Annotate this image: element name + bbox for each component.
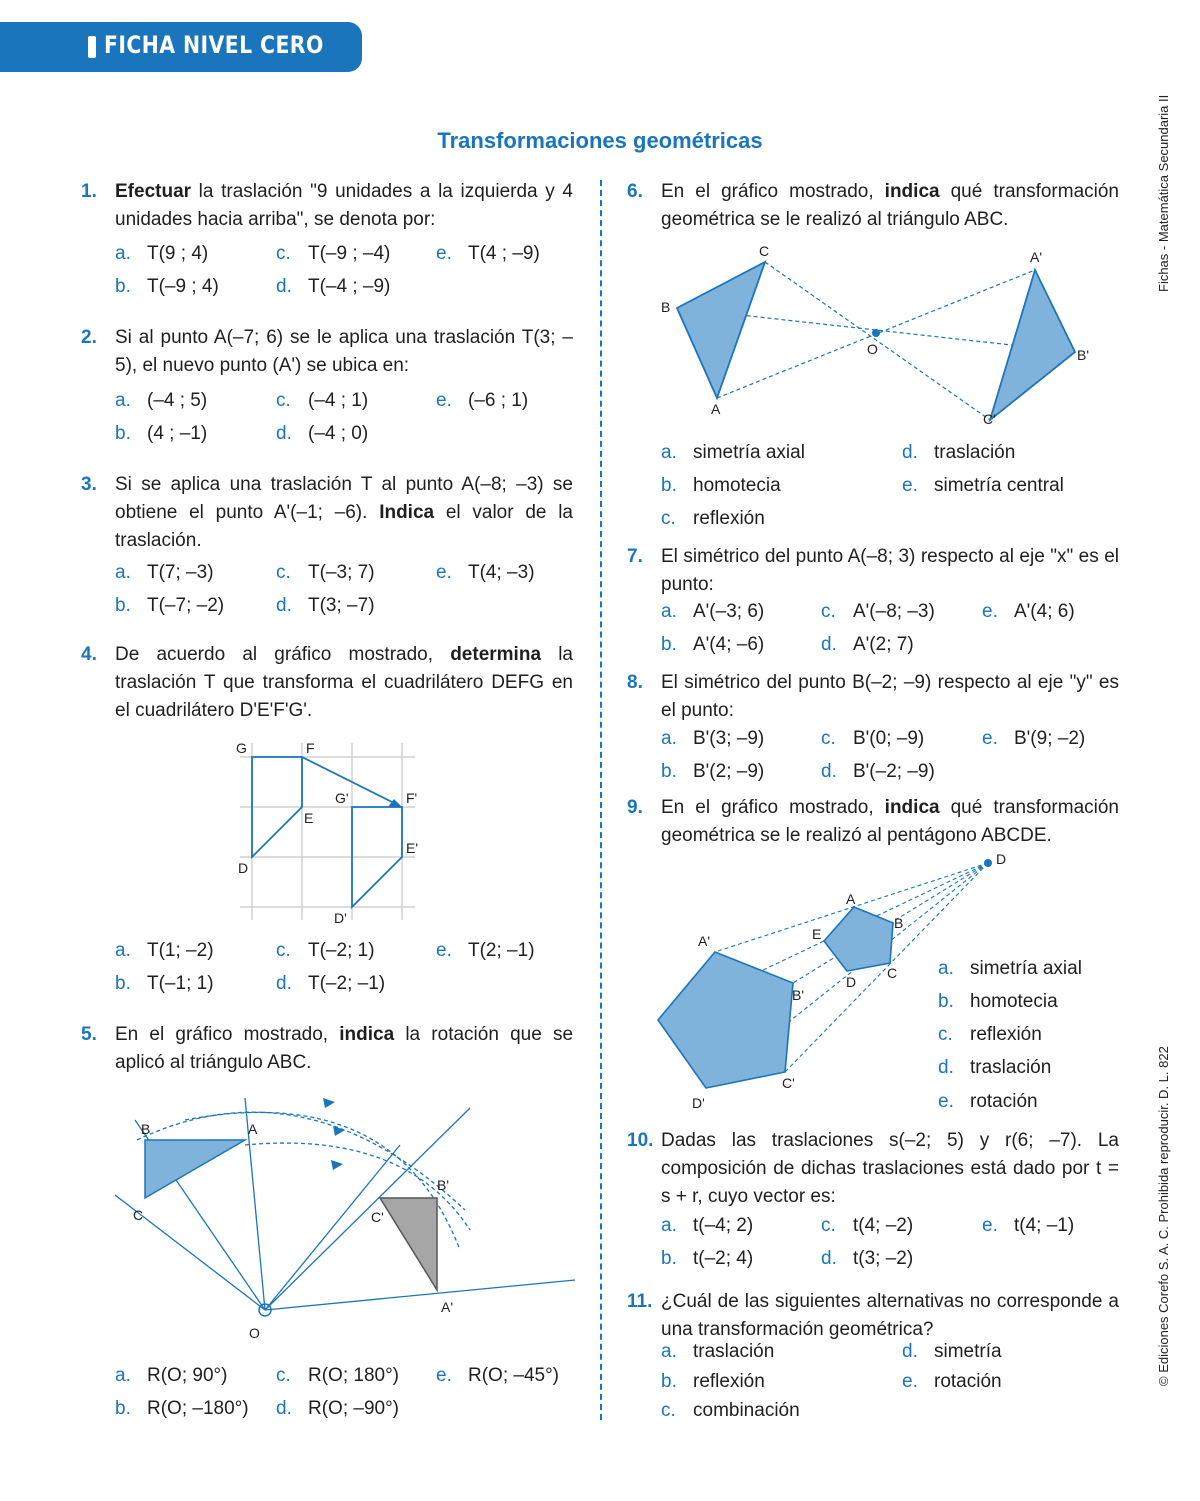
q5-option-d[interactable]: d. R(O; –90°) <box>276 1398 400 1419</box>
q5-option-a[interactable]: a. R(O; 90°) <box>115 1365 228 1386</box>
question-5: 5. En el gráfico mostrado, indica la rotación que se aplicó al triángulo ABC. <box>81 1024 574 1073</box>
q10-option-d[interactable]: d. t(3; –2) <box>821 1248 914 1269</box>
question-10: 10. Dadas las traslaciones s(–2; 5) y r(6; –7). La composición de dichas traslaciones está dado por t = s + r, cuyo vector es: <box>627 1130 1119 1207</box>
svg-text:A': A' <box>1030 249 1043 265</box>
q3-option-d[interactable]: d. T(3; –7) <box>276 595 375 616</box>
q4-option-c[interactable]: c. T(–2; 1) <box>276 940 375 961</box>
q5-option-c[interactable]: c. R(O; 180°) <box>276 1365 400 1386</box>
svg-text:O: O <box>867 341 878 357</box>
svg-text:B': B' <box>792 987 805 1003</box>
q10-option-a[interactable]: a. t(–4; 2) <box>661 1215 754 1236</box>
svg-text:C: C <box>759 243 770 259</box>
q6-option-a[interactable]: a. simetría axial <box>661 442 805 463</box>
svg-text:C': C' <box>782 1075 795 1091</box>
q11-option-d[interactable]: d. simetría <box>902 1341 1002 1362</box>
q10-option-b[interactable]: b. t(–2; 4) <box>661 1248 754 1269</box>
svg-text:B: B <box>894 915 904 931</box>
q5-option-b[interactable]: b. R(O; –180°) <box>115 1398 249 1419</box>
q11-option-b[interactable]: b. reflexión <box>661 1371 765 1392</box>
q8-option-d[interactable]: d. B'(–2; –9) <box>821 761 935 782</box>
svg-text:D: D <box>238 860 249 876</box>
question-1: 1. Efectuar la traslación "9 unidades a la izquierda y 4 unidades hacia arriba", se denota por: <box>81 181 573 230</box>
page-title: Transformaciones geométricas <box>437 128 763 153</box>
q8-option-e[interactable]: e. B'(9; –2) <box>982 728 1086 749</box>
svg-text:C': C' <box>371 1209 384 1225</box>
q2-option-d[interactable]: d. (–4 ; 0) <box>276 423 369 444</box>
q1-option-d[interactable]: d. T(–4 ; –9) <box>276 276 391 297</box>
q9-option-b[interactable]: b. homotecia <box>938 991 1058 1012</box>
svg-text:B: B <box>141 1121 151 1137</box>
svg-text:B: B <box>661 299 671 315</box>
question-9: 9. En el gráfico mostrado, indica qué transformación geométrica se le realizó al pentágono ABCDE. <box>627 797 1120 846</box>
q7-option-b[interactable]: b. A'(4; –6) <box>661 634 765 655</box>
svg-text:A: A <box>248 1121 258 1137</box>
q11-option-e[interactable]: e. rotación <box>902 1371 1002 1392</box>
question-8: 8. El simétrico del punto B(–2; –9) respecto al eje "y" es el punto: <box>627 672 1119 721</box>
q2-option-b[interactable]: b. (4 ; –1) <box>115 423 208 444</box>
svg-text:G: G <box>236 740 247 756</box>
svg-text:F': F' <box>406 790 418 806</box>
svg-text:D': D' <box>692 1095 705 1111</box>
svg-text:G': G' <box>335 790 349 806</box>
q2-option-a[interactable]: a. (–4 ; 5) <box>115 390 208 411</box>
svg-text:C': C' <box>983 411 996 425</box>
q4-option-b[interactable]: b. T(–1; 1) <box>115 973 214 994</box>
svg-text:C: C <box>887 965 898 981</box>
svg-text:D: D <box>846 974 857 990</box>
q1-option-b[interactable]: b. T(–9 ; 4) <box>115 276 219 297</box>
side-note-top: Fichas - Matemática Secundaria II <box>1156 94 1171 292</box>
q2-option-e[interactable]: e. (–6 ; 1) <box>436 390 529 411</box>
q6-option-b[interactable]: b. homotecia <box>661 475 781 496</box>
svg-text:E': E' <box>406 840 419 856</box>
q8-option-b[interactable]: b. B'(2; –9) <box>661 761 765 782</box>
header-bar-icon <box>88 36 96 58</box>
question-11: 11. ¿Cuál de las siguientes alternativas no corresponde a una transformación geométrica? <box>627 1291 1119 1340</box>
q7-option-d[interactable]: d. A'(2; 7) <box>821 634 914 655</box>
q4-option-a[interactable]: a. T(1; –2) <box>115 940 214 961</box>
question-3: 3. Si se aplica una traslación T al punto A(–8; –3) se obtiene el punto A'(–1; –6). Indica el valor de la traslación. <box>81 474 574 551</box>
side-note-bottom: © Ediciones Corefo S. A. C. Prohibida reproducir. D. L. 822 <box>1156 1046 1171 1386</box>
svg-text:A: A <box>846 891 856 907</box>
svg-text:B': B' <box>437 1177 450 1193</box>
svg-text:D': D' <box>334 910 347 926</box>
figure-4-translation-grid <box>230 735 430 930</box>
svg-text:C: C <box>133 1207 144 1223</box>
q7-option-c[interactable]: c. A'(–8; –3) <box>821 601 935 622</box>
header-label: FICHA NIVEL CERO <box>104 31 324 59</box>
svg-text:A': A' <box>698 933 711 949</box>
q6-option-e[interactable]: e. simetría central <box>902 475 1064 496</box>
svg-text:E: E <box>812 926 822 942</box>
svg-text:O: O <box>249 1325 260 1341</box>
q3-option-c[interactable]: c. T(–3; 7) <box>276 562 375 583</box>
q11-option-a[interactable]: a. traslación <box>661 1341 775 1362</box>
column-divider <box>600 180 602 1420</box>
q9-option-d[interactable]: d. traslación <box>938 1057 1052 1078</box>
q4-option-e[interactable]: e. T(2; –1) <box>436 940 535 961</box>
q1-option-a[interactable]: a. T(9 ; 4) <box>115 243 209 264</box>
figure-5-rotation <box>115 1090 580 1350</box>
svg-text:D: D <box>996 851 1007 867</box>
q6-option-c[interactable]: c. reflexión <box>661 508 765 529</box>
q7-option-a[interactable]: a. A'(–3; 6) <box>661 601 765 622</box>
q3-option-a[interactable]: a. T(7; –3) <box>115 562 214 583</box>
figure-6-central-symmetry <box>655 240 1105 425</box>
q11-option-c[interactable]: c. combinación <box>661 1400 800 1421</box>
q3-option-b[interactable]: b. T(–7; –2) <box>115 595 225 616</box>
svg-text:A: A <box>711 401 721 417</box>
q10-option-e[interactable]: e. t(4; –1) <box>982 1215 1075 1236</box>
q8-option-c[interactable]: c. B'(0; –9) <box>821 728 925 749</box>
q9-option-c[interactable]: c. reflexión <box>938 1024 1042 1045</box>
svg-text:B': B' <box>1077 347 1090 363</box>
question-6: 6. En el gráfico mostrado, indica qué transformación geométrica se le realizó al triángulo ABC. <box>627 181 1120 230</box>
q2-option-c[interactable]: c. (–4 ; 1) <box>276 390 369 411</box>
q1-option-e[interactable]: e. T(4 ; –9) <box>436 243 540 264</box>
question-7: 7. El simétrico del punto A(–8; 3) respecto al eje "x" es el punto: <box>627 546 1119 595</box>
q9-option-a[interactable]: a. simetría axial <box>938 958 1082 979</box>
svg-text:A': A' <box>441 1299 454 1315</box>
q9-option-e[interactable]: e. rotación <box>938 1091 1038 1112</box>
svg-text:F: F <box>306 740 315 756</box>
q7-option-e[interactable]: e. A'(4; 6) <box>982 601 1075 622</box>
q3-option-e[interactable]: e. T(4; –3) <box>436 562 535 583</box>
q10-option-c[interactable]: c. t(4; –2) <box>821 1215 914 1236</box>
question-2: 2. Si al punto A(–7; 6) se le aplica una traslación T(3; –5), el nuevo punto (A') se ubica en: <box>81 327 573 376</box>
q6-option-d[interactable]: d. traslación <box>902 442 1016 463</box>
question-4: 4. De acuerdo al gráfico mostrado, determina la traslación T que transforma el cuadrilátero DEFG en el cuadrilátero D'E'F'G'. <box>81 644 573 721</box>
q8-option-a[interactable]: a. B'(3; –9) <box>661 728 765 749</box>
svg-text:E: E <box>304 810 314 826</box>
q4-option-d[interactable]: d. T(–2; –1) <box>276 973 386 994</box>
q5-option-e[interactable]: e. R(O; –45°) <box>436 1365 560 1386</box>
q1-option-c[interactable]: c. T(–9 ; –4) <box>276 243 391 264</box>
